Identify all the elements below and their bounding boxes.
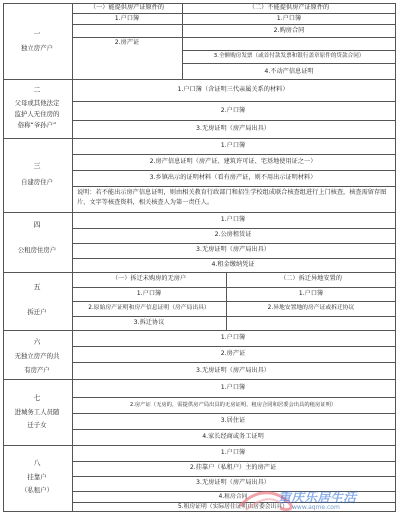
section-label: 俗称“爷孙户” [17, 121, 57, 129]
requirement-item: 1.户口簿 [220, 334, 246, 341]
rule [72, 258, 396, 259]
requirement-item: 1.户口簿 [220, 384, 246, 391]
rule [3, 445, 396, 446]
rule [72, 316, 396, 317]
rule [182, 63, 396, 64]
rule [3, 3, 4, 512]
rule [3, 212, 396, 213]
section-label: 独立房产户 [21, 44, 53, 52]
section-label: 自建房住户 [21, 178, 53, 186]
rule [3, 379, 396, 380]
rule [3, 330, 396, 331]
column-header: （二）不能提供房产证原件的 [248, 4, 330, 11]
requirement-item: 2.房产证（无房的，需提供房产局出具的无房证明、租房合同和居委会出具的租房证明） [129, 402, 337, 408]
rule [72, 228, 396, 229]
section-number: 六 [33, 338, 41, 346]
section-number: 五 [33, 283, 41, 291]
requirement-item: 1.户口簿（含证明三代亲属关系的材料） [177, 86, 289, 93]
section-label: （私租户） [21, 486, 53, 494]
requirement-item: 1.户口簿 [276, 15, 302, 22]
requirement-item: 3.无房证明（房产局出具） [196, 125, 270, 132]
requirement-item: 5.租房证明（实际居住证明由居委会出具） [178, 504, 288, 510]
requirement-item: 1.户口簿 [114, 15, 140, 22]
requirement-item: 2.挂靠户（私租户）主的房产证 [189, 464, 277, 471]
rule [182, 50, 396, 51]
rule [72, 120, 396, 121]
requirement-item: 4.租金缴纳凭证 [211, 261, 255, 268]
requirement-item: 2.房产信息证明（房产证、建筑许可证、宅基地使用证之一） [149, 158, 317, 165]
requirement-item: 3.无房证明（房产局出具） [196, 367, 270, 374]
rule [72, 37, 396, 38]
requirement-item: 4.家长经商或务工证明 [202, 433, 264, 440]
requirement-item: 1.户口簿 [136, 290, 162, 297]
rule [226, 272, 227, 331]
requirement-item: 2.房产证 [220, 350, 246, 357]
requirement-item: 3.无房证明（房产局出具） [196, 479, 270, 486]
rule [72, 287, 396, 288]
section-label: 进城务工人员随 [14, 408, 60, 416]
rule [72, 24, 396, 25]
rule [72, 397, 396, 398]
column-header: （二）拆迁异地安置的 [280, 275, 342, 282]
column-header: （一）拆迁未购房的无房户 [111, 275, 187, 282]
requirement-item: 2.异地安置地的房产证或拆迁协议 [267, 305, 355, 311]
rule [72, 461, 396, 462]
requirement-item: 3.乡镇出示的证明材料（看有房产证，则不用出示证明材料） [149, 174, 317, 181]
section-label: 公租房住房户 [17, 246, 57, 254]
rule [72, 362, 396, 363]
rule [395, 3, 396, 512]
section-label: 父母或其他法定 [14, 99, 60, 107]
rule [72, 3, 73, 512]
requirement-item: 1.户口簿 [220, 449, 246, 456]
rule [72, 13, 396, 14]
rule [3, 79, 396, 80]
rule [3, 272, 396, 273]
requirement-item: 3.无房证明（房产局出具） [196, 246, 270, 253]
rule [3, 3, 396, 4]
requirement-item: 4.不动产信息证明 [264, 68, 314, 75]
section-label: 监护人无住房的 [14, 110, 60, 118]
requirement-item: 3.全额购房发票（或首付款发票和银行盖章原件的贷款合同） [213, 53, 365, 59]
requirement-item: 2.房产证 [114, 39, 140, 46]
section-label: 挂靠户 [27, 473, 47, 481]
rule [182, 3, 183, 80]
requirement-item: 1.户口簿 [220, 216, 246, 223]
section-number: 八 [33, 459, 41, 467]
watermark-url: www.aqme.com [292, 504, 340, 511]
rule [72, 301, 396, 302]
requirement-item: 1.户口簿 [298, 290, 324, 297]
requirement-item: 1.户口簿 [220, 142, 246, 149]
rule [72, 154, 396, 155]
section-number: 三 [33, 162, 41, 170]
requirement-item: 3.拆迁协议 [133, 319, 165, 326]
section-number: 二 [33, 86, 41, 94]
requirement-item: 2.购房合同 [273, 27, 305, 34]
section-label: 无独立房产的共 [14, 352, 60, 360]
rule [72, 476, 396, 477]
rule [72, 186, 396, 187]
rule [3, 138, 396, 139]
requirement-item: 2.户口簿 [220, 107, 246, 114]
section-label: 有房产户 [24, 366, 50, 374]
section-number: 一 [33, 30, 41, 38]
section-label: 拆迁户 [27, 308, 47, 316]
rule [72, 101, 396, 102]
rule [72, 429, 396, 430]
section-number: 四 [33, 221, 41, 229]
rule [72, 170, 396, 171]
watermark-text: 重庆乐居生活 [278, 491, 357, 506]
requirement-item: 3.居住证 [220, 417, 246, 424]
requirement-item: 2.原始房产证明和房产信息证明（房产局出具） [88, 305, 210, 311]
rule [72, 346, 396, 347]
explanatory-note: 说明：若不能出示房产信息证明，则由相关教育行政部门和招生学校组成联合核查组进行上门核查，核查需留存图片、文字等核查资料，相关核查人为第一责任人。 [77, 189, 387, 206]
requirement-item: 2.公房租赁证 [214, 231, 252, 238]
section-label: 迁子女 [27, 421, 47, 429]
rule [72, 413, 396, 414]
requirement-item: 4.租房合同 [218, 494, 248, 500]
section-number: 七 [33, 394, 41, 402]
rule [72, 243, 396, 244]
column-header: （一）能提供房产证原件的 [89, 4, 165, 11]
